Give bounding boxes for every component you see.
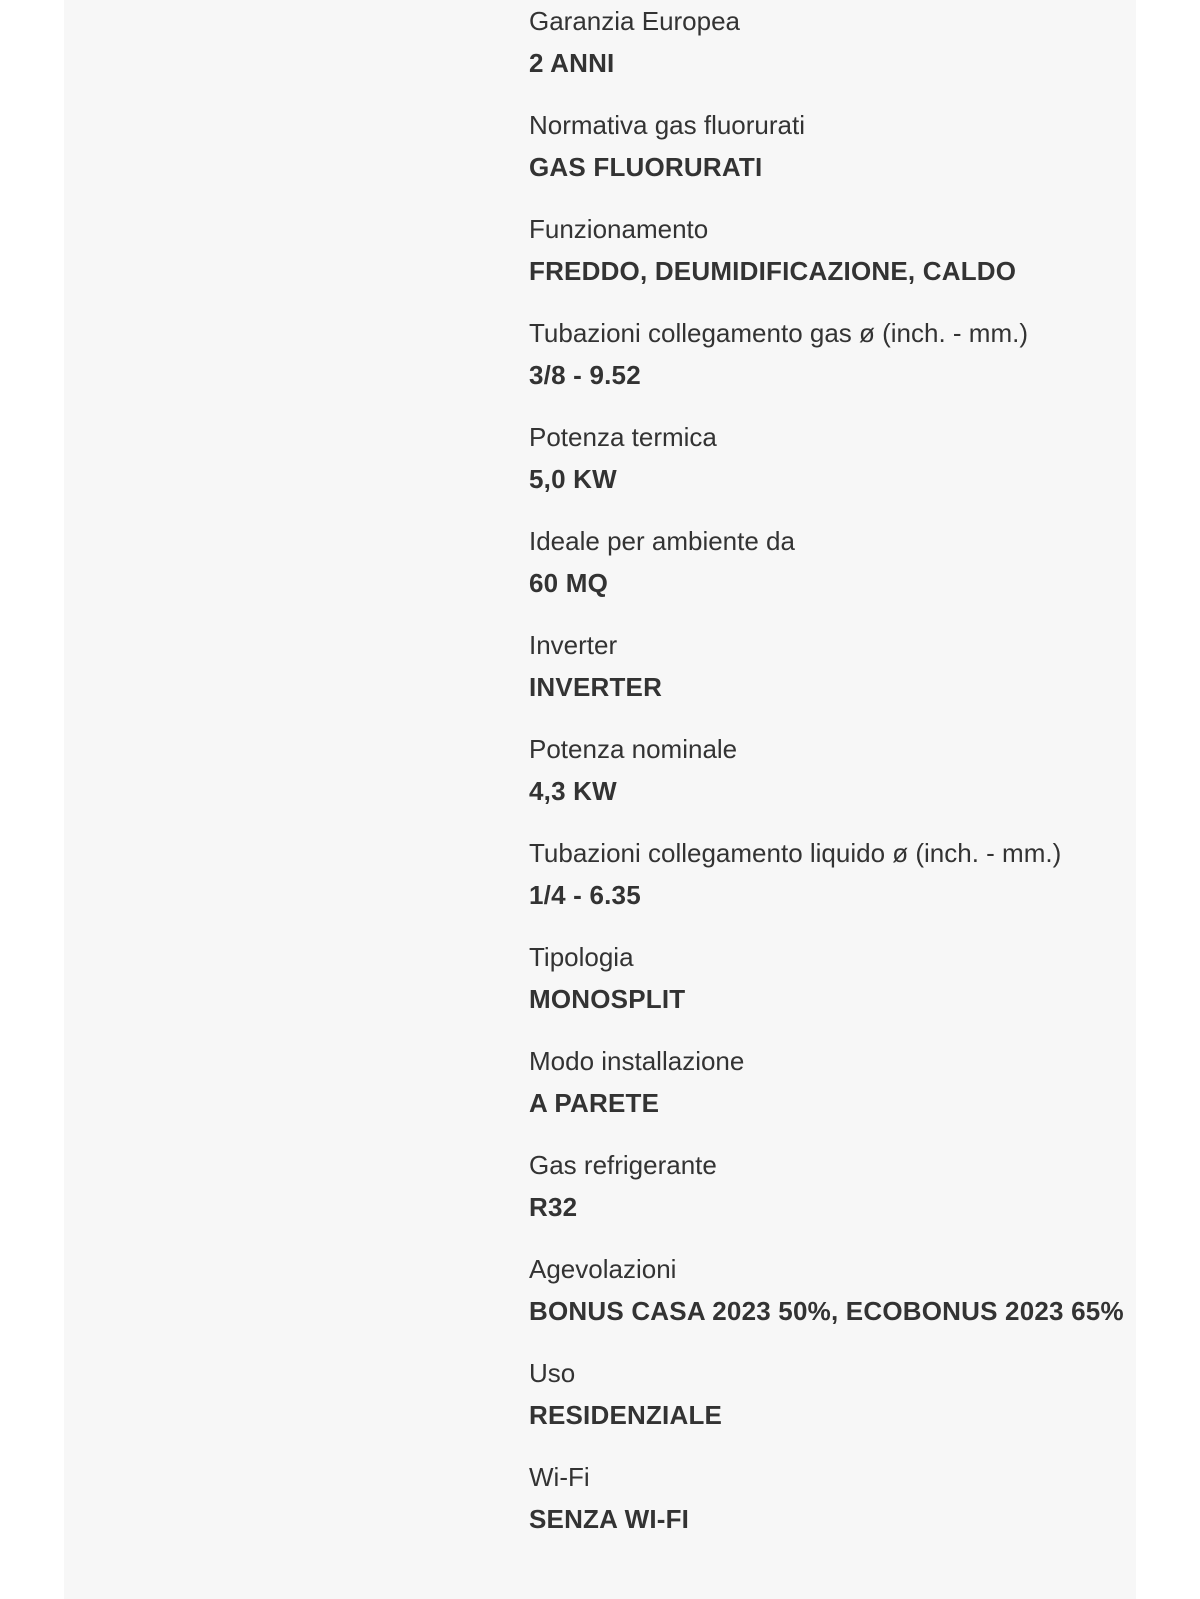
spec-label: Funzionamento [529, 214, 709, 244]
spec-label: Tipologia [529, 942, 634, 972]
spec-value: 3/8 - 9.52 [529, 360, 641, 390]
spec-label: Garanzia Europea [529, 6, 741, 36]
spec-value: 2 ANNI [529, 48, 615, 78]
spec-value: R32 [529, 1192, 578, 1222]
spec-value: RESIDENZIALE [529, 1400, 723, 1430]
spec-label: Potenza termica [529, 422, 717, 452]
spec-value: 60 MQ [529, 568, 609, 598]
spec-value: SENZA WI-FI [529, 1504, 690, 1534]
spec-value: 4,3 KW [529, 776, 617, 806]
spec-label: Potenza nominale [529, 734, 738, 764]
spec-label: Normativa gas fluorurati [529, 110, 805, 140]
spec-value: MONOSPLIT [529, 984, 686, 1014]
spec-value: BONUS CASA 2023 50%, ECOBONUS 2023 65% [529, 1296, 1124, 1326]
spec-label: Ideale per ambiente da [529, 526, 795, 556]
spec-label: Tubazioni collegamento gas ø (inch. - mm.) [529, 318, 1029, 348]
specifications-panel [64, 0, 1136, 1599]
spec-label: Wi-Fi [529, 1462, 590, 1492]
spec-label: Modo installazione [529, 1046, 745, 1076]
spec-value: INVERTER [529, 672, 663, 702]
spec-label: Inverter [529, 630, 618, 660]
spec-value: FREDDO, DEUMIDIFICAZIONE, CALDO [529, 256, 1017, 286]
spec-label: Agevolazioni [529, 1254, 677, 1284]
spec-label: Uso [529, 1358, 576, 1388]
spec-value: A PARETE [529, 1088, 660, 1118]
spec-value: 1/4 - 6.35 [529, 880, 641, 910]
spec-label: Tubazioni collegamento liquido ø (inch. - mm.) [529, 838, 1062, 868]
spec-label: Gas refrigerante [529, 1150, 717, 1180]
spec-value: GAS FLUORURATI [529, 152, 763, 182]
spec-value: 5,0 KW [529, 464, 617, 494]
